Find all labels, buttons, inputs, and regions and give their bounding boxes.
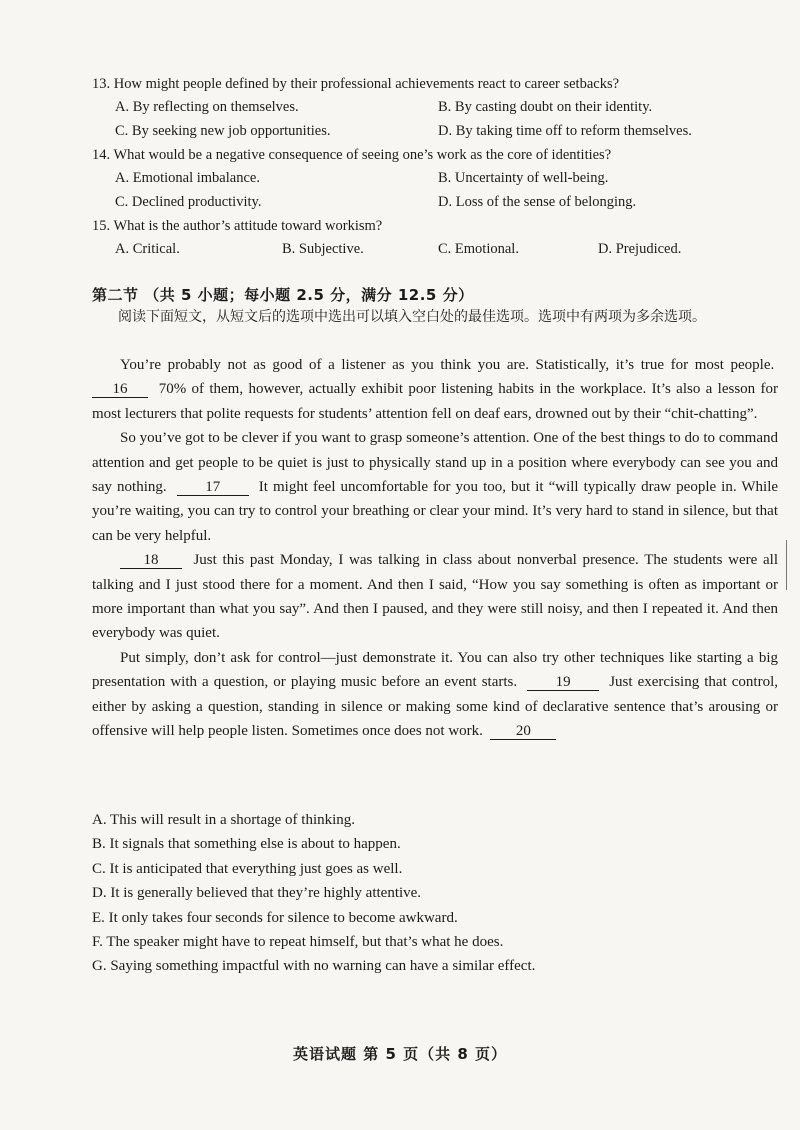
blank-20[interactable]: 20: [490, 723, 556, 740]
question-13-stem: 13. How might people defined by their professional achievements react to career setbacks?: [92, 76, 620, 92]
question-14-option-b: B. Uncertainty of well-being.: [438, 170, 609, 186]
scan-margin-line: [786, 540, 787, 590]
question-14-option-c: C. Declined productivity.: [115, 194, 262, 210]
paragraph-2-text-b: It might feel uncomfortable for you too, but it “will typically draw people in. While you’re waiting, you can try to control your breathing or clear your mind. It’s very hard to stand in silence, but that can be very helpful.: [92, 479, 779, 544]
paragraph-1-text-a: You’re probably not as good of a listener as you think you are. Statistically, it’s true for most people.: [120, 357, 775, 373]
paragraph-2: [92, 426, 778, 548]
page-footer: 英语试题 第 5 页（共 8 页）: [293, 1045, 507, 1063]
choice-list: [92, 808, 535, 979]
question-14-option-d: D. Loss of the sense of belonging.: [438, 194, 637, 210]
reading-passage: [92, 353, 778, 744]
paragraph-3: [92, 548, 778, 646]
blank-18[interactable]: 18: [120, 552, 182, 569]
question-15-stem: 15. What is the author’s attitude toward workism?: [92, 218, 383, 234]
question-14-option-a: A. Emotional imbalance.: [115, 170, 260, 186]
blank-17[interactable]: 17: [177, 479, 249, 496]
paragraph-2-text-a: So you’ve got to be clever if you want to grasp someone’s attention. One of the best things to do to command attention and get people to be quiet is just to physically stand up in a position where everybody can see you and say nothing.: [92, 430, 778, 496]
choice-c: C. It is anticipated that everything just goes as well.: [92, 860, 403, 877]
choice-d: D. It is generally believed that they’re highly attentive.: [92, 885, 422, 902]
question-13-option-d: D. By taking time off to reform themselves.: [438, 123, 692, 139]
question-13-option-b: B. By casting doubt on their identity.: [438, 99, 653, 115]
paragraph-1-text-b: 70% of them, however, actually exhibit poor listening habits in the workplace. It’s also a lesson for most lecturers that polite requests for students’ attention fell on deaf ears, drowned out by their “chit-chatting”.: [92, 381, 779, 422]
choice-f: F. The speaker might have to repeat himself, but that’s what he does.: [92, 934, 504, 951]
choice-g: G. Saying something impactful with no warning can have a similar effect.: [92, 958, 536, 975]
paragraph-4: [92, 646, 778, 744]
section-instruction: 阅读下面短文，从短文后的选项中选出可以填入空白处的最佳选项。选项中有两项为多余选项。: [118, 309, 706, 325]
paragraph-4-text-b: Just exercising that control, either by asking a question, standing in silence or making some kind of declarative sentence that’s arousing or offensive will help people listen. Sometimes once does not work.: [92, 674, 779, 740]
paragraph-1: [92, 353, 778, 426]
question-15-option-a: A. Critical.: [115, 241, 180, 257]
question-14-stem: 14. What would be a negative consequence of seeing one’s work as the core of identities?: [92, 147, 612, 163]
blank-16[interactable]: 16: [92, 381, 148, 398]
blank-19[interactable]: 19: [527, 674, 599, 691]
question-15-option-d: D. Prejudiced.: [598, 241, 682, 257]
question-13-option-a: A. By reflecting on themselves.: [115, 99, 299, 115]
question-15-option-b: B. Subjective.: [282, 241, 364, 257]
choice-e: E. It only takes four seconds for silence to become awkward.: [92, 909, 458, 926]
choice-b: B. It signals that something else is about to happen.: [92, 836, 401, 853]
section-heading: 第二节 （共 5 小题；每小题 2.5 分，满分 12.5 分）: [92, 286, 474, 304]
paragraph-3-text: Just this past Monday, I was talking in class about nonverbal presence. The students were all talking and I just stood there for a moment. And then I said, “How you say something is often as important or more important than what you say”. And then I paused, and they were still noisy, and then I repeated it. And then everybody was quiet.: [92, 552, 778, 642]
choice-a: A. This will result in a shortage of thinking.: [92, 812, 356, 828]
question-13-option-c: C. By seeking new job opportunities.: [115, 123, 331, 139]
paragraph-4-text-a: Put simply, don’t ask for control—just demonstrate it. You can also try other techniques like starting a big presentation with a question, or playing music before an event starts.: [92, 649, 778, 691]
question-15-option-c: C. Emotional.: [438, 241, 519, 257]
